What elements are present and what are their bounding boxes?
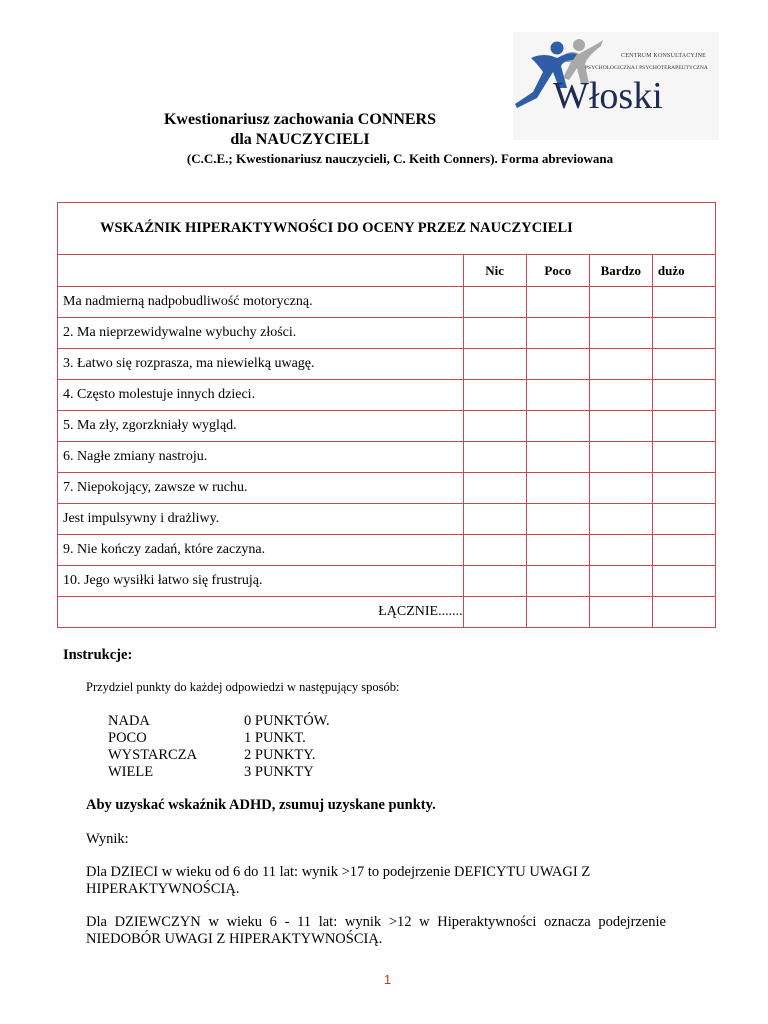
item-label: 3. Łatwo się rozprasza, ma niewielką uwagę.	[58, 349, 464, 380]
table-row	[58, 318, 716, 349]
table-row	[58, 566, 716, 597]
score-row	[108, 713, 330, 730]
score-row	[108, 747, 330, 764]
title-line2: dla NAUCZYCIELI	[230, 131, 370, 148]
answer-cell[interactable]	[652, 535, 715, 566]
answer-cell[interactable]	[526, 442, 589, 473]
answer-cell[interactable]	[589, 566, 652, 597]
answer-cell[interactable]	[463, 318, 526, 349]
answer-cell[interactable]	[652, 442, 715, 473]
column-header-nic: Nic	[463, 255, 526, 287]
score-points: 1 PUNKT.	[244, 730, 306, 746]
item-label: 10. Jego wysiłki łatwo się frustrują.	[58, 566, 464, 597]
answer-cell[interactable]	[463, 380, 526, 411]
score-label: WYSTARCZA	[108, 747, 198, 763]
answer-cell[interactable]	[463, 442, 526, 473]
table-row	[58, 473, 716, 504]
answer-cell[interactable]	[526, 287, 589, 318]
item-label: Ma nadmierną nadpobudliwość motoryczną.	[58, 287, 464, 318]
answer-cell[interactable]	[589, 535, 652, 566]
instructions-intro: Przydziel punkty do każdej odpowiedzi w następujący sposób:	[86, 680, 400, 694]
answer-cell[interactable]	[463, 473, 526, 504]
score-label: POCO	[108, 730, 147, 746]
table-row	[58, 504, 716, 535]
answer-cell[interactable]	[652, 380, 715, 411]
title-line1: Kwestionariusz zachowania CONNERS	[163, 111, 436, 128]
total-cell[interactable]	[652, 597, 715, 628]
title-block	[0, 110, 730, 168]
answer-cell[interactable]	[463, 504, 526, 535]
result-girls: Dla DZIEWCZYN w wieku 6 - 11 lat: wynik >12 w Hiperaktywności oznacza podejrzenie NIEDOBÓR UWAGI Z HIPERAKTYWNOŚCIĄ.	[86, 914, 666, 947]
answer-cell[interactable]	[526, 349, 589, 380]
logo-name: Włoski	[553, 75, 663, 117]
column-header-duzo: dużo	[652, 255, 715, 287]
item-label: 6. Nagłe zmiany nastroju.	[58, 442, 464, 473]
answer-cell[interactable]	[589, 287, 652, 318]
result-label: Wynik:	[86, 831, 129, 847]
table-heading: WSKAŹNIK HIPERAKTYWNOŚCI DO OCENY PRZEZ NAUCZYCIELI	[58, 203, 716, 255]
answer-cell[interactable]	[589, 473, 652, 504]
score-label: WIELE	[108, 764, 154, 780]
answer-cell[interactable]	[526, 380, 589, 411]
item-label: 4. Często molestuje innych dzieci.	[58, 380, 464, 411]
total-cell[interactable]	[526, 597, 589, 628]
score-points: 3 PUNKTY	[244, 764, 314, 780]
questionnaire-table	[57, 202, 716, 628]
column-header-row	[58, 255, 716, 287]
total-label: ŁĄCZNIE.......	[58, 597, 464, 628]
item-label: 9. Nie kończy zadań, które zaczyna.	[58, 535, 464, 566]
answer-cell[interactable]	[652, 287, 715, 318]
score-row	[108, 764, 330, 781]
answer-cell[interactable]	[526, 473, 589, 504]
column-header-poco: Poco	[526, 255, 589, 287]
answer-cell[interactable]	[463, 535, 526, 566]
adhd-instruction: Aby uzyskać wskaźnik ADHD, zsumuj uzyskane punkty.	[86, 797, 436, 813]
answer-cell[interactable]	[589, 504, 652, 535]
score-list	[108, 713, 330, 781]
instructions-title: Instrukcje:	[63, 647, 133, 663]
table-row	[58, 287, 716, 318]
table-row	[58, 349, 716, 380]
answer-cell[interactable]	[652, 566, 715, 597]
result-children: Dla DZIECI w wieku od 6 do 11 lat: wynik >17 to podejrzenie DEFICYTU UWAGI Z HIPERAKTYWNOŚCIĄ.	[86, 864, 591, 897]
item-label: Jest impulsywny i drażliwy.	[58, 504, 464, 535]
answer-cell[interactable]	[652, 473, 715, 504]
item-label: 2. Ma nieprzewidywalne wybuchy złości.	[58, 318, 464, 349]
answer-cell[interactable]	[652, 318, 715, 349]
logo-center-text: CENTRUM KONSULTACYJNE	[621, 53, 707, 59]
table-row	[58, 442, 716, 473]
answer-cell[interactable]	[526, 411, 589, 442]
answer-cell[interactable]	[463, 566, 526, 597]
table-heading-row	[58, 203, 716, 255]
answer-cell[interactable]	[526, 566, 589, 597]
answer-cell[interactable]	[589, 380, 652, 411]
item-label: 7. Niepokojący, zawsze w ruchu.	[58, 473, 464, 504]
answer-cell[interactable]	[589, 411, 652, 442]
total-cell[interactable]	[589, 597, 652, 628]
answer-cell[interactable]	[652, 504, 715, 535]
answer-cell[interactable]	[589, 349, 652, 380]
table-row	[58, 380, 716, 411]
total-cell[interactable]	[463, 597, 526, 628]
answer-cell[interactable]	[589, 318, 652, 349]
answer-cell[interactable]	[463, 287, 526, 318]
answer-cell[interactable]	[463, 349, 526, 380]
score-row	[108, 730, 330, 747]
score-points: 2 PUNKTY.	[244, 747, 316, 763]
answer-cell[interactable]	[526, 535, 589, 566]
title-line3: (C.C.E.; Kwestionariusz nauczycieli, C. Keith Conners). Forma abreviowana	[186, 151, 614, 166]
answer-cell[interactable]	[526, 318, 589, 349]
score-points: 0 PUNKTÓW.	[244, 713, 330, 729]
answer-cell[interactable]	[652, 349, 715, 380]
answer-cell[interactable]	[463, 411, 526, 442]
column-header-bardzo: Bardzo	[589, 255, 652, 287]
answer-cell[interactable]	[526, 504, 589, 535]
score-label: NADA	[108, 713, 150, 729]
item-label: 5. Ma zły, zgorzkniały wygląd.	[58, 411, 464, 442]
table-row	[58, 535, 716, 566]
answer-cell[interactable]	[652, 411, 715, 442]
page-number: 1	[383, 972, 392, 987]
column-header-blank	[58, 255, 464, 287]
total-row	[58, 597, 716, 628]
table-row	[58, 411, 716, 442]
answer-cell[interactable]	[589, 442, 652, 473]
logo-sub-text: PSYCHOLOGICZNA I PSYCHOTERAPEUTYCZNA	[585, 65, 708, 71]
